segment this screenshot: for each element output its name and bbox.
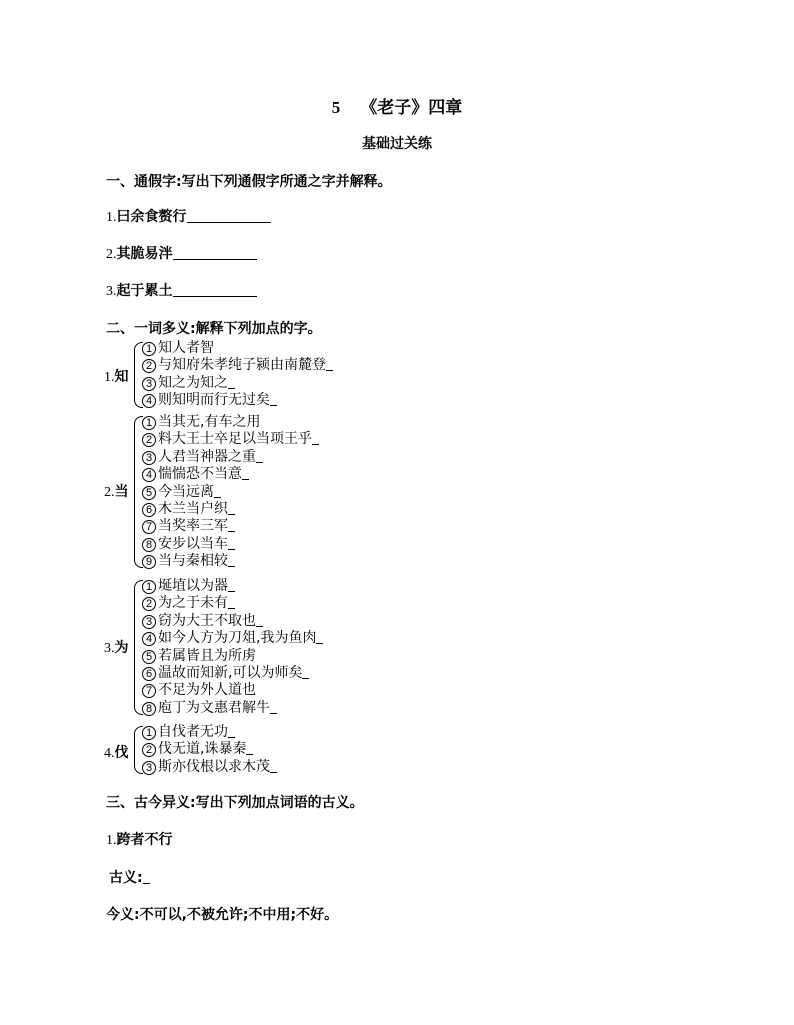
answer-blank[interactable] [228,725,235,738]
section2-heading: 二、一词多义:解释下列加点的字。 [106,321,322,337]
section3-question-1 [106,829,173,849]
circle-number: 3 [142,451,156,465]
lesson-number: 5 [331,98,341,117]
answer-blank[interactable] [242,467,249,480]
answer-blank[interactable] [228,554,235,567]
list-item: 2 与知府朱孝纯子颍由南麓登 [142,357,333,374]
circle-number: 4 [142,468,156,482]
ancient-meaning-row [109,867,150,887]
list-item: 1 当其无,有车之用 [142,414,319,431]
group-label: 1.知 [104,369,129,385]
section1-question-1 [106,206,271,226]
list-item: 1 埏埴以为器 [142,578,323,595]
circle-number: 2 [142,597,156,611]
section1-question-3 [106,280,257,300]
circle-number: 3 [142,377,156,391]
answer-blank[interactable] [316,631,323,644]
circle-number: 7 [142,684,156,698]
circle-number: 5 [142,486,156,500]
section1-heading: 一、通假字:写出下列通假字所通之字并解释。 [106,174,392,190]
answer-blank[interactable] [143,871,150,884]
circle-number: 8 [142,702,156,716]
answer-blank[interactable] [312,432,319,445]
page-subtitle: 基础过关练 [362,136,432,152]
list-item: 3 窃为大王不取也 [142,613,323,630]
answer-blank[interactable] [256,450,263,463]
question-number: 2. [106,247,117,262]
list-item: 4 则知明而行无过矣 [142,392,333,409]
section3-heading: 三、古今异义:写出下列加点词语的古义。 [106,795,364,811]
circle-number: 3 [142,761,156,775]
answer-blank[interactable] [246,742,253,755]
question-number: 3. [106,284,117,299]
question-text: 起于累土 [116,283,173,299]
list-item: 4 如今人方为刀俎,我为鱼肉 [142,630,323,647]
page-title [0,93,794,118]
group-label: 3.为 [104,640,129,656]
list-item: 1 自伐者无功 [142,724,277,741]
list-item: 1 知人者智 [142,340,333,357]
answer-blank[interactable] [228,376,235,389]
answer-blank[interactable] [173,282,257,297]
answer-blank[interactable] [270,701,277,714]
answer-blank[interactable] [228,537,235,550]
circle-number: 5 [142,650,156,664]
group-label: 2.当 [104,484,129,500]
list-item: 4 惴惴恐不当意 [142,466,319,483]
modern-meaning: 今义:不可以,不被允许;不中用;不好。 [106,907,339,923]
answer-blank[interactable] [270,760,277,773]
answer-blank[interactable] [228,596,235,609]
list-item: 9 当与秦相较 [142,553,319,570]
list-item: 8 庖丁为文惠君解牛 [142,700,323,717]
circle-number: 1 [142,342,156,356]
question-text: 跨者不行 [116,832,173,848]
circle-number: 2 [142,743,156,757]
list-item: 3 人君当神器之重 [142,449,319,466]
answer-blank[interactable] [214,485,221,498]
circle-number: 3 [142,615,156,629]
answer-blank[interactable] [187,208,271,223]
question-text: 曰余食赘行 [116,209,187,225]
list-item: 2 伐无道,诛暴秦 [142,741,277,758]
circle-number: 1 [142,580,156,594]
group-label: 4.伐 [104,745,129,761]
answer-blank[interactable] [256,614,263,627]
circle-number: 6 [142,503,156,517]
list-item: 3 知之为知之 [142,375,333,392]
list-item: 5 若属皆且为所虏 [142,648,323,665]
question-number: 1. [106,210,117,225]
list-item: 5 今当远离 [142,484,319,501]
question-text: 其脆易泮 [116,246,173,262]
answer-blank[interactable] [270,393,277,406]
list-item: 7 当奖率三军 [142,518,319,535]
ancient-meaning-label: 古义: [109,870,143,886]
circle-number: 7 [142,520,156,534]
circle-number: 2 [142,433,156,447]
lesson-title: 《老子》四章 [360,98,463,118]
circle-number: 2 [142,359,156,373]
question-number: 1. [106,833,117,848]
answer-blank[interactable] [173,245,257,260]
list-item: 7 不足为外人道也 [142,682,323,699]
list-item: 8 安步以当车 [142,536,319,553]
circle-number: 6 [142,667,156,681]
list-item: 6 温故而知新,可以为师矣 [142,665,323,682]
list-item: 6 木兰当户织 [142,501,319,518]
answer-blank[interactable] [228,519,235,532]
answer-blank[interactable] [326,358,333,371]
answer-blank[interactable] [302,666,309,679]
answer-blank[interactable] [228,502,235,515]
answer-blank[interactable] [228,579,235,592]
list-item: 2 料大王士卒足以当项王乎 [142,431,319,448]
list-item: 2 为之于未有 [142,595,323,612]
circle-number: 9 [142,555,156,569]
circle-number: 1 [142,416,156,430]
list-item: 3 斯亦伐根以求木茂 [142,759,277,776]
circle-number: 8 [142,538,156,552]
circle-number: 4 [142,632,156,646]
circle-number: 1 [142,726,156,740]
section1-question-2 [106,243,257,263]
circle-number: 4 [142,394,156,408]
